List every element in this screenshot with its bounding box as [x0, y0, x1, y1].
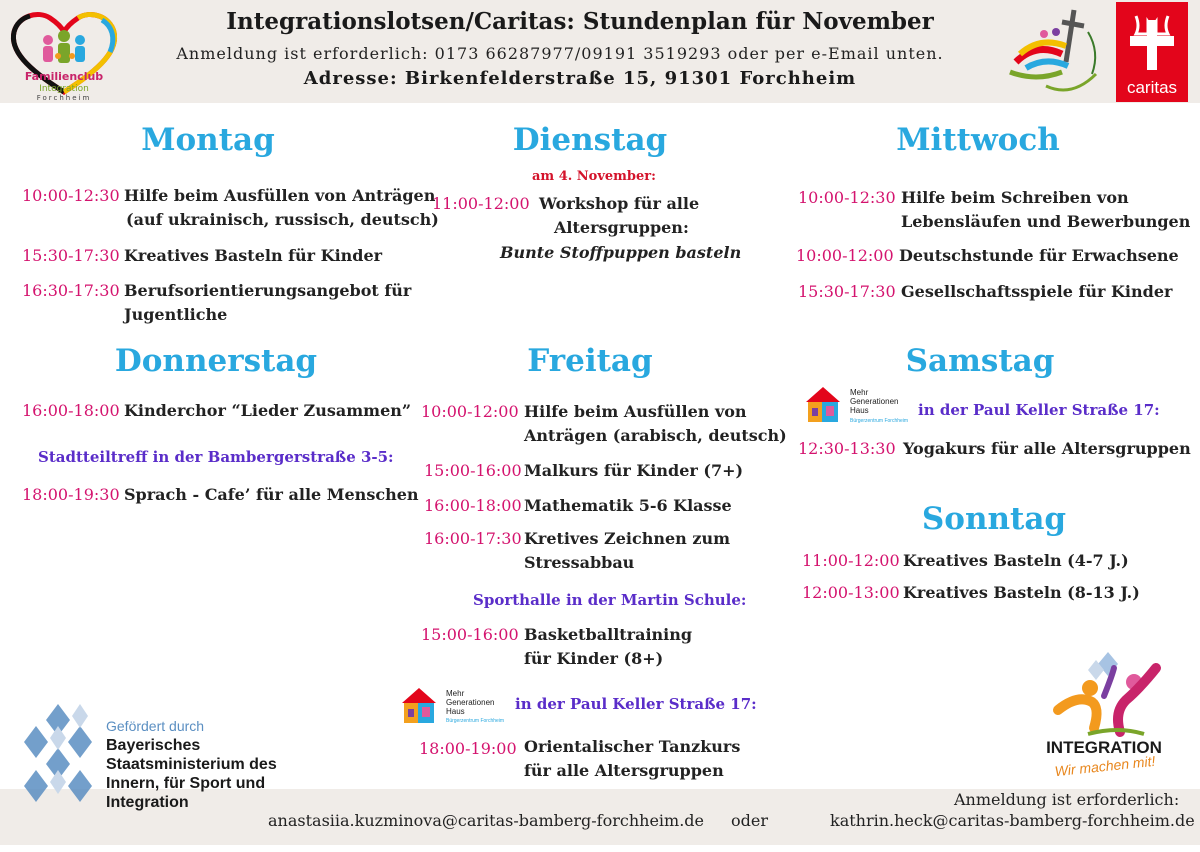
mittwoch-activity-2: Deutschstunde für Erwachsene — [899, 246, 1179, 265]
freitag-time-4: 16:00-17:30 — [424, 529, 522, 548]
caritas-logo-text: caritas — [1126, 78, 1178, 97]
freitag-mgh-line2: Generationen — [446, 698, 495, 707]
integration-people-logo-icon — [1048, 648, 1168, 740]
freitag-activity-6-detail: für alle Altersgruppen — [524, 761, 724, 780]
familienclub-logo-line2: Integration — [39, 84, 89, 94]
freitag-time-3: 16:00-18:00 — [424, 496, 522, 515]
dienstag-date-note: am 4. November: — [532, 169, 656, 184]
freitag-activity-1: Hilfe beim Ausfüllen von — [524, 402, 747, 421]
day-heading-montag: Montag — [141, 122, 275, 158]
mittwoch-activity-3: Gesellschaftsspiele für Kinder — [901, 282, 1173, 301]
samstag-location: in der Paul Keller Straße 17: — [918, 401, 1160, 419]
freitag-mgh-line1: Mehr — [446, 689, 465, 698]
day-heading-dienstag: Dienstag — [512, 122, 668, 158]
montag-time-3: 16:30-17:30 — [22, 281, 120, 300]
montag-activity-3: Berufsorientierungsangebot für — [124, 281, 412, 300]
freitag-time-1: 10:00-12:00 — [421, 402, 519, 421]
freitag-time-5: 15:00-16:00 — [421, 625, 519, 644]
montag-activity-3-detail: Jugentliche — [124, 305, 228, 324]
address: Adresse: Birkenfelderstraße 15, 91301 Forchheim — [303, 68, 857, 89]
sonntag-time-1: 11:00-12:00 — [802, 551, 900, 570]
familienclub-logo-line3: Forchheim — [36, 94, 92, 102]
day-heading-sonntag: Sonntag — [921, 501, 1067, 537]
mittwoch-time-3: 15:30-17:30 — [798, 282, 896, 301]
freitag-time-2: 15:00-16:00 — [424, 461, 522, 480]
freitag-time-6: 18:00-19:00 — [419, 739, 517, 758]
samstag-mgh-line1: Mehr — [850, 388, 869, 397]
freitag-mgh-line3: Haus — [446, 707, 465, 716]
familienclub-logo-line1: Familienclub — [24, 70, 104, 83]
sonntag-activity-2: Kreatives Basteln (8-13 J.) — [903, 583, 1140, 602]
donnerstag-location: Stadtteiltreff in der Bambergerstraße 3-5: — [38, 448, 394, 466]
mehrgenerationenhaus-house-icon — [802, 384, 844, 426]
donnerstag-time-1: 16:00-18:00 — [22, 401, 120, 420]
montag-activity-1: Hilfe beim Ausfüllen von Anträgen — [124, 186, 436, 205]
footer-registration-note: Anmeldung ist erforderlich: — [954, 790, 1180, 809]
montag-time-2: 15:30-17:30 — [22, 246, 120, 265]
footer-or: oder — [731, 811, 768, 830]
freitag-activity-2: Malkurs für Kinder (7+) — [524, 461, 744, 480]
dienstag-activity-1-line3: Bunte Stoffpuppen basteln — [500, 243, 742, 262]
day-heading-mittwoch: Mittwoch — [896, 122, 1060, 158]
page-title: Integrationslotsen/Caritas: Stundenplan für November — [226, 8, 934, 35]
dienstag-activity-1: Workshop für alle — [539, 194, 700, 213]
day-heading-freitag: Freitag — [527, 343, 653, 379]
ort-der-hoffnung-logo-icon — [996, 2, 1106, 102]
dienstag-activity-1-line2: Altersgruppen: — [554, 218, 689, 237]
donnerstag-time-2: 18:00-19:30 — [22, 485, 120, 504]
sponsor-prefix: Gefördert durch — [106, 718, 205, 734]
mittwoch-activity-1-detail: Lebensläufen und Bewerbungen — [901, 212, 1191, 231]
freitag-activity-5-detail: für Kinder (8+) — [524, 649, 664, 668]
montag-activity-2: Kreatives Basteln für Kinder — [124, 246, 383, 265]
mehrgenerationenhaus-house-icon — [398, 685, 440, 727]
integration-logo-name: INTEGRATION — [1046, 738, 1162, 757]
samstag-mgh-line3: Haus — [850, 406, 869, 415]
freitag-location-1: Sporthalle in der Martin Schule: — [473, 591, 747, 609]
samstag-mgh-line2: Generationen — [850, 397, 899, 406]
samstag-activity-1: Yogakurs für alle Altersgruppen — [903, 439, 1191, 458]
bavarian-diamond-pattern-icon — [18, 700, 104, 810]
freitag-activity-4: Kretives Zeichnen zum — [524, 529, 731, 548]
montag-activity-1-detail: (auf ukrainisch, russisch, deutsch) — [126, 210, 439, 229]
samstag-mgh-small: Bürgerzentrum Forchheim — [850, 418, 909, 424]
mittwoch-activity-1: Hilfe beim Schreiben von — [901, 188, 1129, 207]
contact-email-2[interactable]: kathrin.heck@caritas-bamberg-forchheim.de — [830, 811, 1195, 830]
freitag-activity-3: Mathematik 5-6 Klasse — [524, 496, 732, 515]
sonntag-time-2: 12:00-13:00 — [802, 583, 900, 602]
integration-logo-tagline: Wir machen mit! — [1053, 752, 1157, 780]
montag-time-1: 10:00-12:30 — [22, 186, 120, 205]
sonntag-activity-1: Kreatives Basteln (4-7 J.) — [903, 551, 1129, 570]
contact-email-1[interactable]: anastasiia.kuzminova@caritas-bamberg-forchheim.de — [268, 811, 705, 830]
sponsor-name: Bayerisches Staatsministerium des Innern, für Sport und Integration — [106, 737, 277, 811]
donnerstag-activity-2: Sprach - Cafe’ für alle Menschen — [124, 485, 419, 504]
donnerstag-activity-1: Kinderchor “Lieder Zusammen” — [124, 401, 412, 420]
day-heading-samstag: Samstag — [905, 343, 1055, 379]
mittwoch-time-1: 10:00-12:30 — [798, 188, 896, 207]
freitag-activity-6: Orientalischer Tanzkurs — [524, 737, 741, 756]
dienstag-time-1: 11:00-12:00 — [432, 194, 530, 213]
day-heading-donnerstag: Donnerstag — [114, 343, 318, 379]
freitag-location-2: in der Paul Keller Straße 17: — [515, 695, 757, 713]
freitag-mgh-small: Bürgerzentrum Forchheim — [446, 718, 505, 724]
registration-phone-note: Anmeldung ist erforderlich: 0173 66287977/09191 3519293 oder per e-Email unten. — [176, 44, 944, 63]
mittwoch-time-2: 10:00-12:00 — [796, 246, 894, 265]
freitag-activity-1-detail: Anträgen (arabisch, deutsch) — [524, 426, 787, 445]
freitag-activity-5: Basketballtraining — [524, 625, 693, 644]
freitag-activity-4-detail: Stressabbau — [524, 553, 635, 572]
samstag-time-1: 12:30-13:30 — [798, 439, 896, 458]
